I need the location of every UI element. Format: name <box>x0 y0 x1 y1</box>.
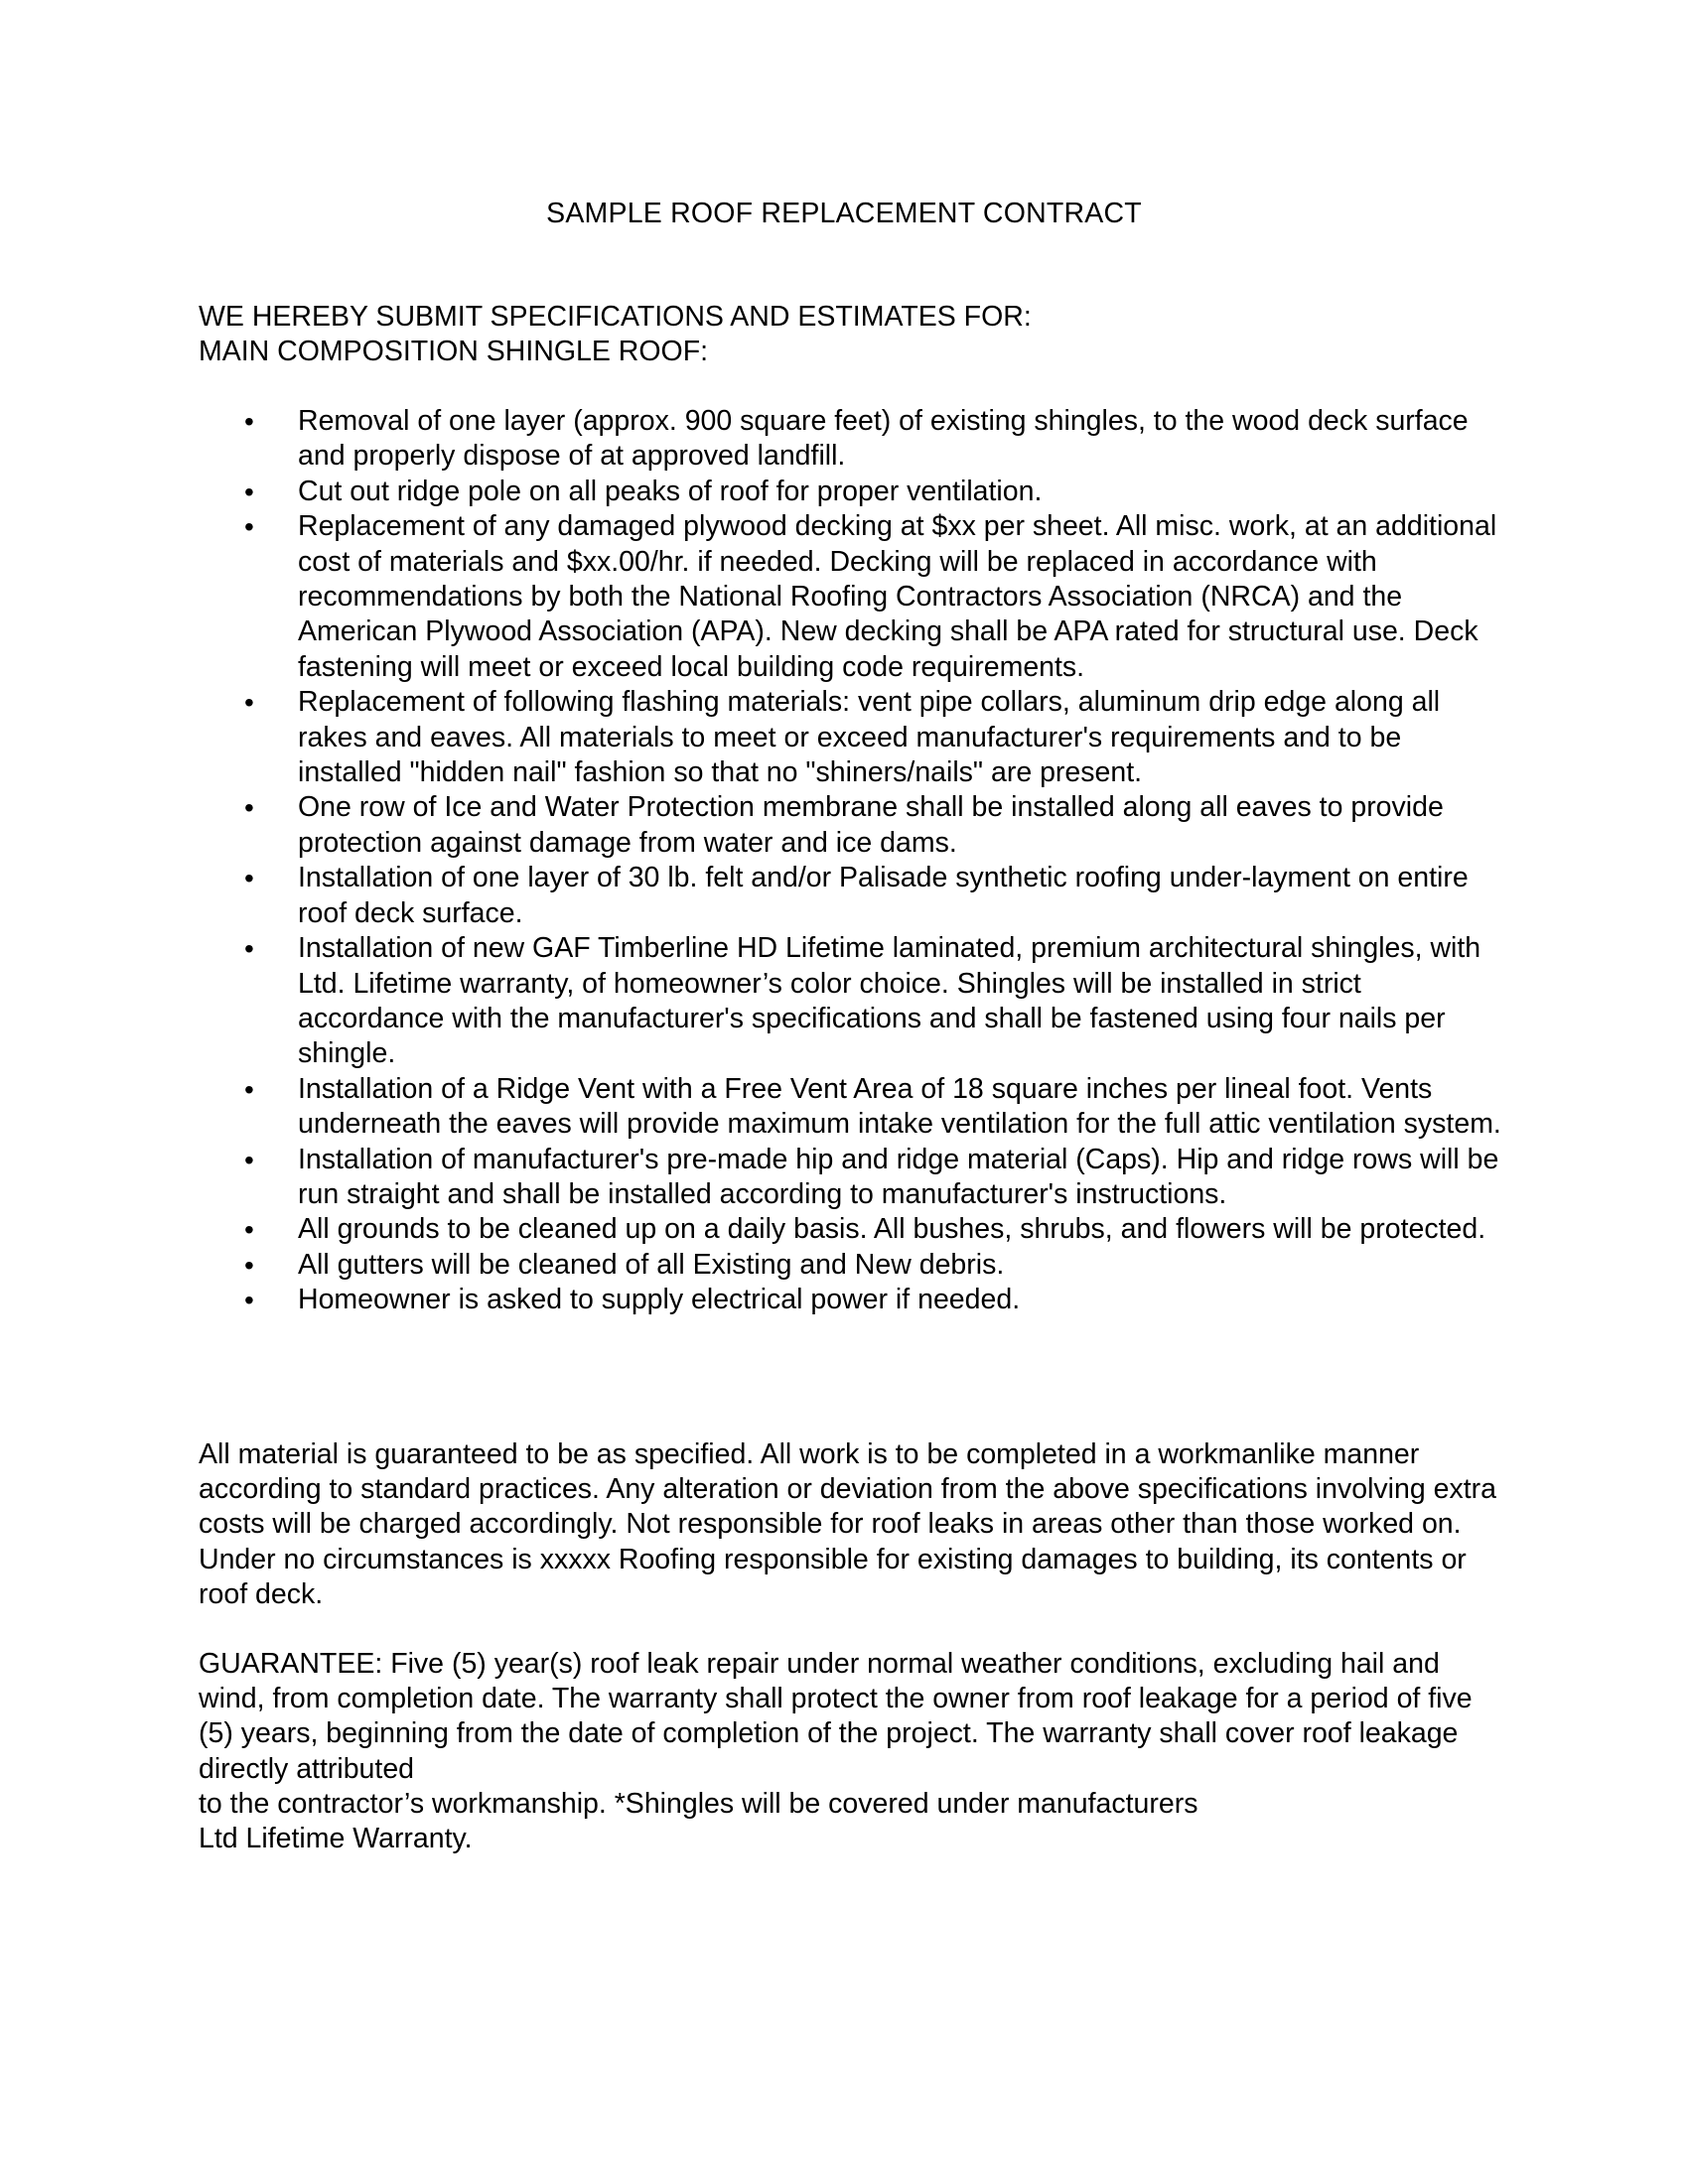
bullet-icon: • <box>244 792 254 824</box>
list-item-text: Homeowner is asked to supply electrical power if needed. <box>298 1284 1021 1316</box>
list-item-text: Removal of one layer (approx. 900 square feet) of existing shingles, to the wood deck surface and properly dispose of at approved landfill. <box>298 405 1469 473</box>
list-item <box>199 790 1509 861</box>
bullet-icon: • <box>244 511 254 543</box>
guarantee-paragraph <box>199 1647 1509 1856</box>
list-item-text: Cut out ridge pole on all peaks of roof for proper ventilation. <box>298 475 1043 507</box>
list-item <box>199 1212 1509 1247</box>
bullet-icon: • <box>244 1285 254 1316</box>
bullet-icon: • <box>244 933 254 965</box>
list-item-text: Installation of one layer of 30 lb. felt and/or Palisade synthetic roofing under-layment on entire roof deck surface. <box>298 862 1469 929</box>
bullet-icon: • <box>244 687 254 719</box>
guarantee-line: Ltd Lifetime Warranty. <box>199 1823 473 1855</box>
list-item <box>199 861 1509 931</box>
list-item <box>199 1143 1509 1213</box>
list-item-text: Installation of manufacturer's pre-made hip and ridge material (Caps). Hip and ridge rows will be run straight and shall be installed according to manufacturer's instructions. <box>298 1143 1499 1210</box>
bullet-icon: • <box>244 1249 254 1281</box>
bullet-icon: • <box>244 1144 254 1175</box>
list-item-text: All grounds to be cleaned up on a daily basis. All bushes, shrubs, and flowers will be protected. <box>298 1213 1486 1246</box>
general-terms-paragraph: All material is guaranteed to be as specified. All work is to be completed in a workmanlike manner according to standard practices. Any alteration or deviation from the above specifications involving extra costs will be charged accordingly. Not responsible for roof leaks in areas other than those worked on. Under no circumstances is xxxxx Roofing responsible for existing damages to building, its contents or roof deck. <box>199 1438 1496 1610</box>
document-title: SAMPLE ROOF REPLACEMENT CONTRACT <box>546 198 1142 229</box>
list-item-text: One row of Ice and Water Protection membrane shall be installed along all eaves to provide protection against damage from water and ice dams. <box>298 791 1444 859</box>
specification-list <box>199 404 1509 1318</box>
list-item <box>199 475 1509 509</box>
bullet-icon: • <box>244 863 254 894</box>
intro-block <box>199 300 1509 369</box>
list-item <box>199 1283 1509 1317</box>
list-item-text: Installation of new GAF Timberline HD Lifetime laminated, premium architectural shingles, with Ltd. Lifetime warranty, of homeowner’s color choice. Shingles will be installed in strict accordance with the manufacturer's specifications and shall be fastened using four nails per shingle. <box>298 932 1481 1070</box>
list-item-text: Replacement of any damaged plywood decking at $xx per sheet. All misc. work, at an additional cost of materials and $xx.00/hr. if needed. Decking will be replaced in accordance with recommendations by both the National Roofing Contractors Association (NRCA) and the American Plywood Association (APA). New decking shall be APA rated for structural use. Deck fastening will meet or exceed local building code requirements. <box>298 510 1497 683</box>
bullet-icon: • <box>244 1073 254 1105</box>
guarantee-line: to the contractor’s workmanship. *Shingles will be covered under manufacturers <box>199 1787 1198 1820</box>
list-item <box>199 404 1509 475</box>
list-item-text: All gutters will be cleaned of all Existing and New debris. <box>298 1248 1005 1281</box>
bullet-icon: • <box>244 406 254 437</box>
bullet-icon: • <box>244 1214 254 1246</box>
list-item <box>199 685 1509 790</box>
list-item-text: Replacement of following flashing materials: vent pipe collars, aluminum drip edge along all rakes and eaves. All materials to meet or exceed manufacturer's requirements and to be installed "hidden nail" fashion so that no "shiners/nails" are present. <box>298 686 1441 789</box>
bullet-icon: • <box>244 476 254 507</box>
intro-line-roof-type: MAIN COMPOSITION SHINGLE ROOF: <box>199 336 709 367</box>
list-item <box>199 1248 1509 1283</box>
guarantee-line: GUARANTEE: Five (5) year(s) roof leak repair under normal weather conditions, excluding hail and wind, from completion date. The warranty shall protect the owner from roof leakage for a period of five (5) years, beginning from the date of completion of the project. The warranty shall cover roof leakage directly attributed <box>199 1648 1473 1785</box>
list-item <box>199 509 1509 685</box>
list-item <box>199 931 1509 1072</box>
list-item-text: Installation of a Ridge Vent with a Free Vent Area of 18 square inches per lineal foot. Vents underneath the eaves will provide maximum intake ventilation for the full attic ventilation system. <box>298 1072 1501 1141</box>
intro-line-submit: WE HEREBY SUBMIT SPECIFICATIONS AND ESTIMATES FOR: <box>199 301 1032 333</box>
list-item <box>199 1072 1509 1143</box>
